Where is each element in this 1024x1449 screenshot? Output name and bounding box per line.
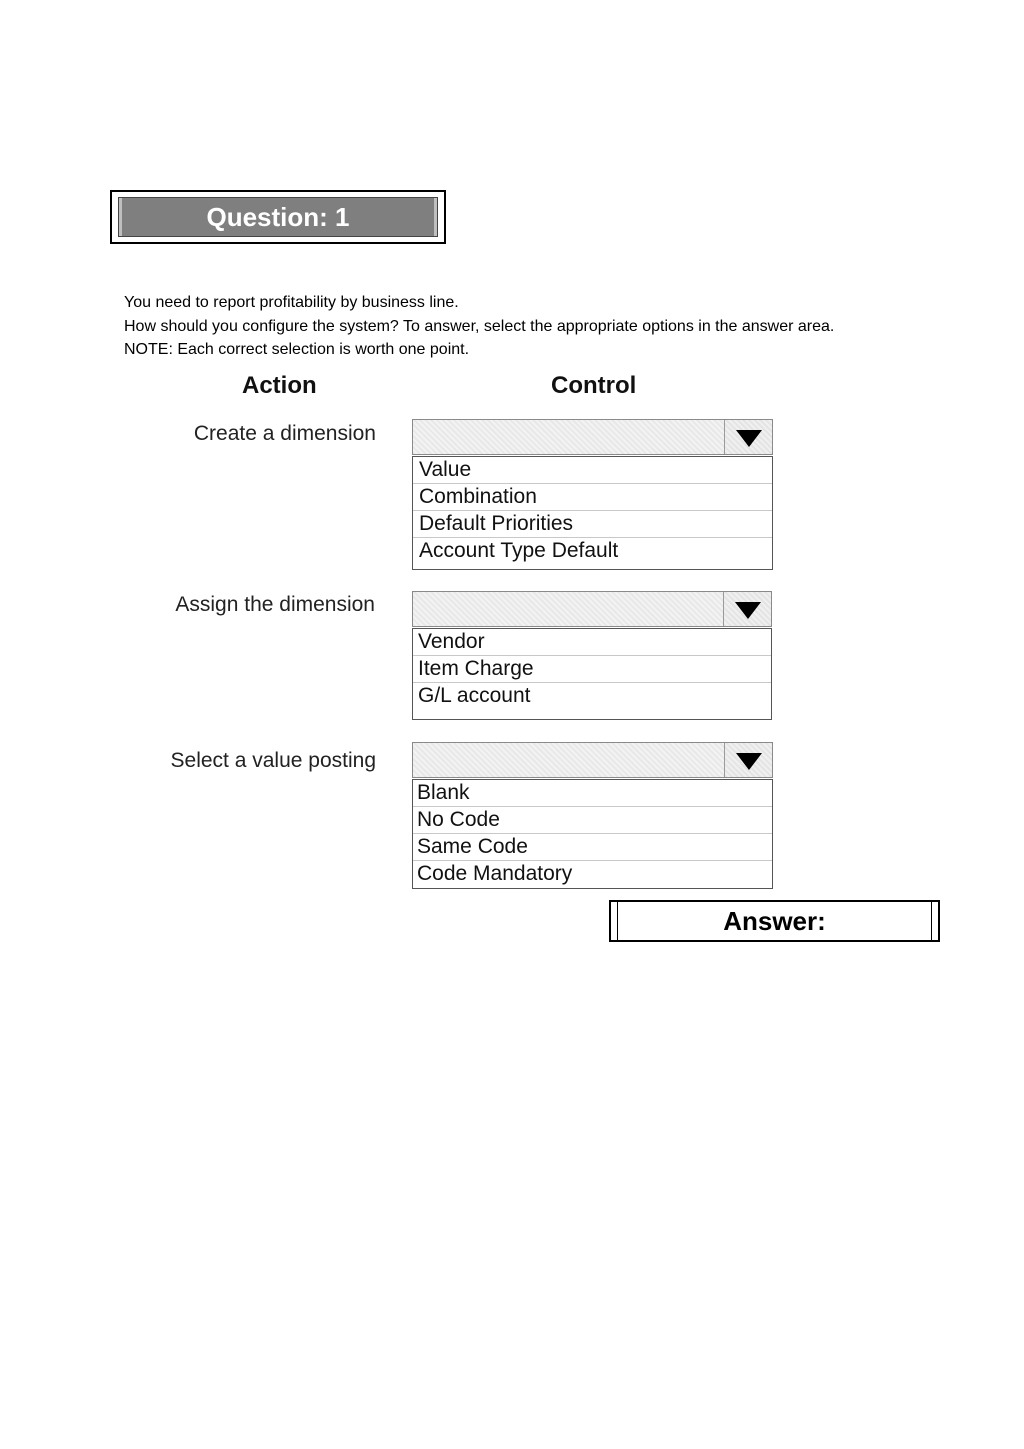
action-label-assign-dimension: Assign the dimension (175, 593, 375, 616)
control-dropdown-assign-dimension[interactable] (412, 591, 772, 627)
dropdown-button[interactable] (724, 743, 772, 777)
option-gl-account[interactable]: G/L account (418, 684, 531, 707)
control-dropdown-select-value-posting[interactable] (412, 742, 773, 778)
triangle-down-icon (736, 753, 762, 770)
option-account-type-default[interactable]: Account Type Default (419, 539, 619, 562)
question-banner (110, 190, 446, 244)
question-title: Question: 1 (206, 201, 350, 232)
answer-banner (609, 900, 940, 942)
dropdown-button[interactable] (723, 592, 771, 626)
dropdown-button[interactable] (724, 420, 772, 454)
option-list-assign-dimension (412, 628, 772, 720)
triangle-down-icon (736, 430, 762, 447)
action-column-header: Action (242, 372, 317, 399)
control-dropdown-create-dimension[interactable] (412, 419, 773, 455)
option-list-select-value-posting (412, 779, 773, 889)
instruction-line: NOTE: Each correct selection is worth one point. (124, 341, 470, 358)
option-combination[interactable]: Combination (413, 484, 772, 511)
action-label-create-dimension: Create a dimension (193, 422, 376, 445)
instruction-line: How should you configure the system? To answer, select the appropriate options in the answer area. (124, 317, 835, 335)
control-column-header: Control (551, 372, 637, 399)
option-list-create-dimension (412, 456, 773, 570)
option-value[interactable]: Value (413, 457, 772, 484)
instructions (124, 291, 944, 362)
instruction-line: You need to report profitability by business line. (124, 294, 459, 311)
option-code-mandatory[interactable]: Code Mandatory (417, 862, 573, 885)
option-no-code[interactable]: No Code (413, 807, 772, 834)
option-default-priorities[interactable]: Default Priorities (413, 511, 772, 538)
option-vendor[interactable]: Vendor (413, 629, 771, 656)
option-same-code[interactable]: Same Code (413, 834, 772, 861)
option-item-charge[interactable]: Item Charge (413, 656, 771, 683)
triangle-down-icon (735, 602, 761, 619)
answer-label: Answer: (723, 905, 826, 936)
action-label-select-value-posting: Select a value posting (170, 749, 376, 772)
option-blank[interactable]: Blank (413, 780, 772, 807)
